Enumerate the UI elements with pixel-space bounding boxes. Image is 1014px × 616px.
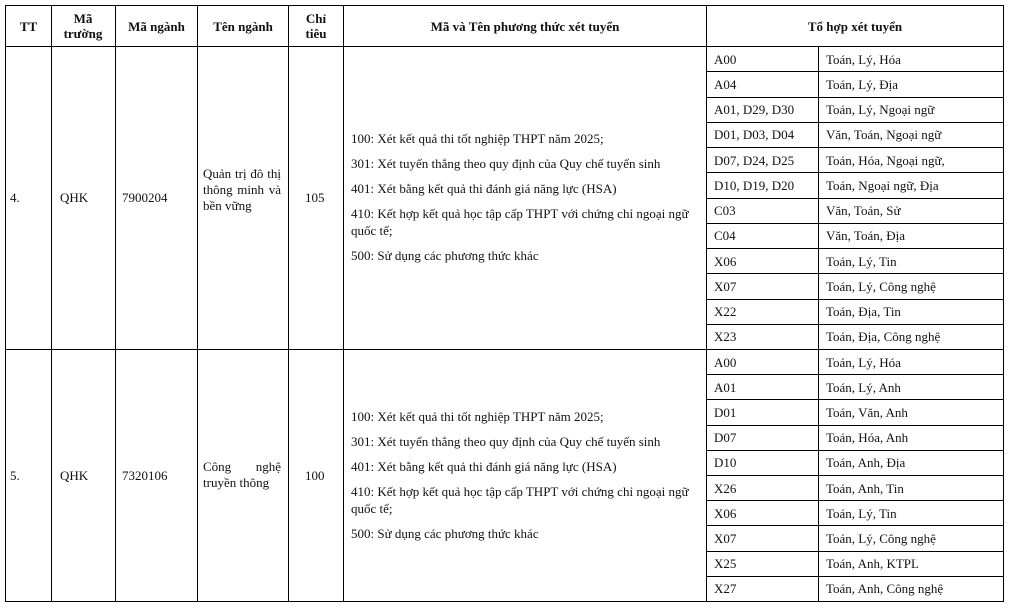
combo-code: X23: [714, 329, 737, 345]
method-item: 100: Xét kết quả thi tốt nghiệp THPT năm 2025;: [351, 131, 604, 146]
method-item: 401: Xét bằng kết quả thi đánh giá năng lực (HSA): [351, 459, 617, 474]
row-major-name: Quản trị đô thị thông minh và bền vững: [203, 166, 281, 213]
header-major-code: Mã ngành: [128, 18, 185, 34]
combo-subjects: Toán, Anh, Địa: [826, 455, 906, 471]
method-item: 500: Sử dụng các phương thức khác: [351, 526, 539, 541]
combo-subjects: Toán, Anh, Tin: [826, 480, 904, 496]
method-item: 301: Xét tuyển thẳng theo quy định của Quy chế tuyển sinh: [351, 434, 661, 449]
combo-subjects: Toán, Lý, Tin: [826, 505, 897, 521]
combo-subjects: Toán, Lý, Hóa: [826, 354, 901, 370]
combo-code: X27: [714, 581, 737, 597]
combo-subjects: Toán, Lý, Công nghệ: [826, 530, 936, 546]
method-item: 410: Kết hợp kết quả học tập cấp THPT với chứng chỉ ngoại ngữ quốc tế;: [351, 484, 689, 516]
row-major-code: 7900204: [122, 190, 168, 205]
combo-subjects: Toán, Hóa, Anh: [826, 430, 909, 446]
combo-subjects: Toán, Lý, Công nghệ: [826, 278, 936, 294]
header-combos: Tổ hợp xét tuyển: [807, 18, 903, 34]
combo-code: C03: [714, 203, 736, 218]
row-major-code: 7320106: [122, 468, 168, 483]
combo-code: X06: [714, 253, 737, 269]
row-major-name: Công nghệ truyền thông: [203, 459, 281, 490]
row-quota: 100: [305, 468, 325, 483]
combo-subjects: Toán, Lý, Tin: [826, 253, 897, 269]
header-quota: Chỉ tiêu: [305, 11, 327, 41]
combo-subjects: Văn, Toán, Ngoại ngữ: [826, 127, 942, 143]
method-item: 500: Sử dụng các phương thức khác: [351, 248, 539, 263]
combo-code: X07: [714, 278, 737, 294]
combo-subjects: Toán, Văn, Anh: [826, 404, 908, 420]
header-school-code: Mã trường: [63, 11, 103, 41]
row-tt: 5.: [10, 468, 20, 483]
combo-subjects: Toán, Địa, Công nghệ: [826, 329, 941, 345]
combo-subjects: Toán, Lý, Hóa: [826, 51, 901, 67]
combo-code: D07, D24, D25: [714, 152, 795, 168]
combo-code: D01: [714, 404, 737, 420]
combo-code: X22: [714, 304, 737, 319]
combo-code: D01, D03, D04: [714, 127, 795, 143]
combo-subjects: Văn, Toán, Địa: [826, 228, 905, 244]
row-methods: [351, 408, 701, 550]
combo-code: C04: [714, 228, 736, 244]
combo-code: A04: [714, 76, 737, 92]
combo-code: X07: [714, 530, 737, 546]
combo-subjects: Toán, Lý, Ngoại ngữ: [826, 102, 935, 117]
combo-code: A00: [714, 354, 737, 370]
combo-subjects: Toán, Hóa, Ngoại ngữ,: [826, 152, 945, 168]
combo-subjects: Toán, Lý, Anh: [826, 379, 901, 395]
combo-subjects: Toán, Anh, KTPL: [826, 556, 919, 572]
combo-code: D10: [714, 455, 737, 471]
combo-code: X06: [714, 505, 737, 521]
combo-subjects: Toán, Địa, Tin: [826, 304, 901, 319]
combo-code: A01, D29, D30: [714, 102, 795, 117]
combo-subjects: Toán, Ngoại ngữ, Địa: [826, 177, 939, 193]
header-tt: TT: [19, 18, 38, 34]
row-methods: [351, 130, 701, 272]
header-methods: Mã và Tên phương thức xét tuyển: [430, 18, 620, 34]
method-item: 301: Xét tuyển thẳng theo quy định của Quy chế tuyển sinh: [351, 156, 661, 171]
method-item: 401: Xét bằng kết quả thi đánh giá năng lực (HSA): [351, 181, 617, 196]
header-major-name: Tên ngành: [213, 18, 273, 34]
combo-code: X26: [714, 480, 737, 496]
method-item: 100: Xét kết quả thi tốt nghiệp THPT năm 2025;: [351, 409, 604, 424]
combo-code: D07: [714, 430, 737, 446]
row-quota: 105: [305, 190, 325, 205]
combo-code: A00: [714, 51, 737, 67]
method-item: 410: Kết hợp kết quả học tập cấp THPT với chứng chỉ ngoại ngữ quốc tế;: [351, 206, 689, 238]
combo-subjects: Văn, Toán, Sử: [826, 203, 901, 218]
combo-code: X25: [714, 556, 737, 572]
row-school-code: QHK: [60, 468, 89, 483]
combo-code: D10, D19, D20: [714, 177, 795, 193]
combo-subjects: Toán, Anh, Công nghệ: [826, 581, 944, 597]
row-tt: 4.: [10, 190, 20, 205]
row-school-code: QHK: [60, 190, 89, 205]
combo-subjects: Toán, Lý, Địa: [826, 76, 899, 92]
combo-code: A01: [714, 379, 737, 395]
